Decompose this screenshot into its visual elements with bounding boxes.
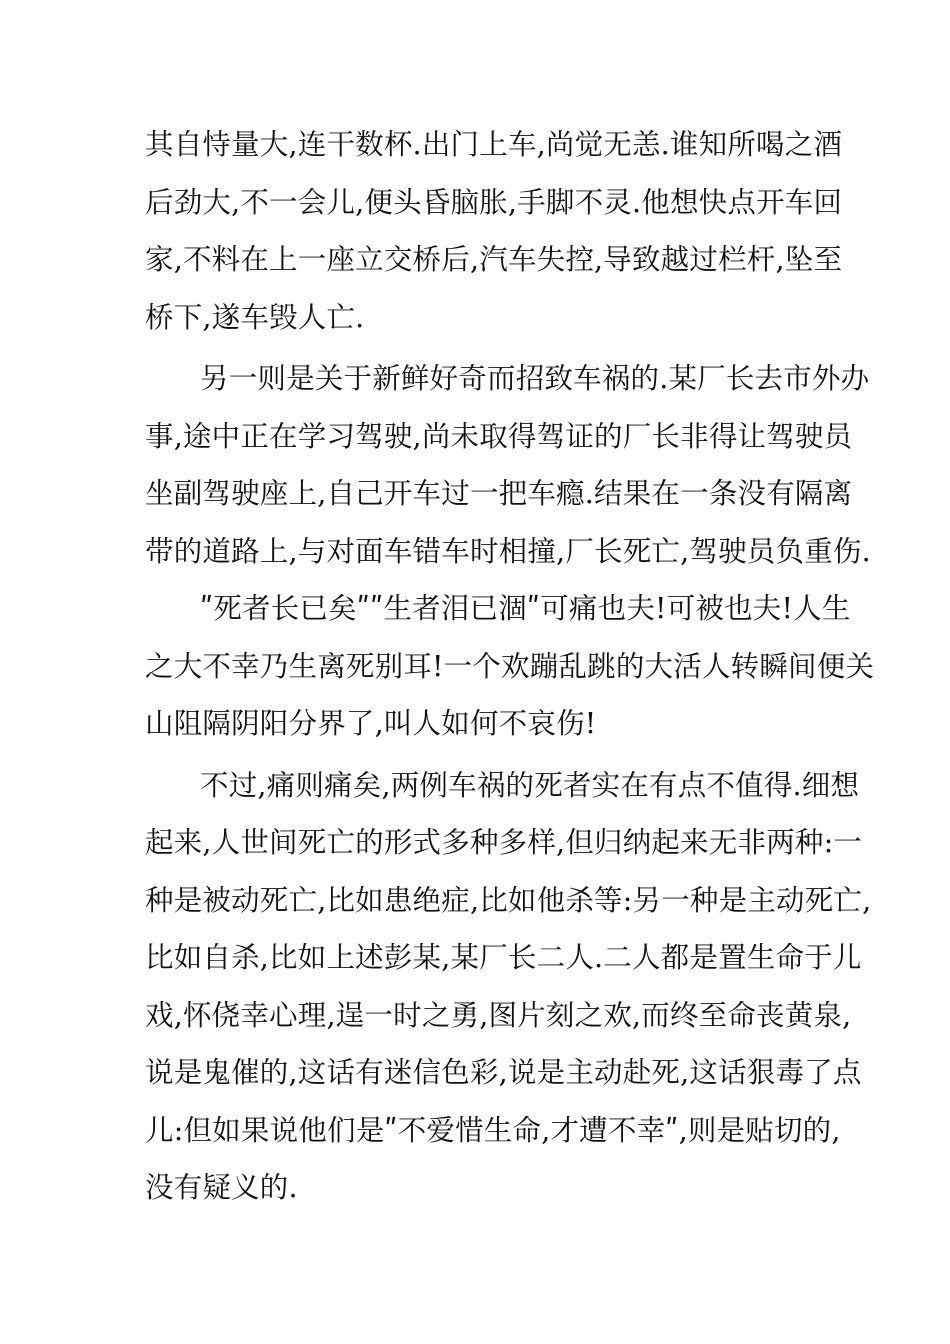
text-line: 儿:但如果说他们是ʺ不爱惜生命,才遭不幸ʺ,则是贴切的, xyxy=(145,1113,841,1147)
paragraph-2 xyxy=(145,350,871,580)
text-line: 种是被动死亡,比如患绝症,比如他杀等:另一种是主动死亡, xyxy=(145,883,872,917)
text-line: 不过,痛则痛矣,两例车祸的死者实在有点不值得.细想 xyxy=(200,768,860,802)
text-line: 另一则是关于新鲜好奇而招致车祸的.某厂长去市外办 xyxy=(200,362,870,395)
paragraph-4 xyxy=(145,757,872,1217)
text-line: 坐副驾驶座上,自己开车过一把车瘾.结果在一条没有隔离 xyxy=(145,477,853,510)
text-line: 山阻隔阴阳分界了,叫人如何不哀伤! xyxy=(145,707,597,740)
text-line: 说是鬼催的,这话有迷信色彩,说是主动赴死,这话狠毒了点 xyxy=(145,1056,862,1089)
paragraph-3 xyxy=(145,580,875,753)
text-line: 后劲大,不一会儿,便头昏脑胀,手脚不灵.他想快点开车回 xyxy=(145,185,843,219)
text-line: 戏,怀侥幸心理,逞一时之勇,图片刻之欢,而终至命丧黄泉, xyxy=(145,998,852,1032)
text-line: 起来,人世间死亡的形式多种多样,但归纳起来无非两种:一 xyxy=(145,826,863,859)
text-line: 家,不料在上一座立交桥后,汽车失控,导致越过栏杆,坠至 xyxy=(145,243,843,276)
text-line: 其自恃量大,连干数杯.出门上车,尚觉无恙.谁知所喝之酒 xyxy=(145,128,843,161)
text-line: 事,途中正在学习驾驶,尚未取得驾证的厂长非得让驾驶员 xyxy=(145,419,853,453)
text-line: 带的道路上,与对面车错车时相撞,厂长死亡,驾驶员负重伤. xyxy=(145,534,871,568)
text-line: 没有疑义的. xyxy=(145,1171,298,1204)
text-line: 之大不幸乃生离死别耳!一个欢蹦乱跳的大活人转瞬间便关 xyxy=(145,649,875,683)
text-line: 比如自杀,比如上述彭某,某厂长二人.二人都是置生命于儿 xyxy=(145,941,862,974)
document-body xyxy=(145,116,875,1217)
text-line: 桥下,遂车毁人亡. xyxy=(145,300,365,334)
paragraph-1 xyxy=(145,116,843,346)
text-line: ʺ死者长已矣ʺʺ生者泪已涸ʺ可痛也夫!可被也夫!人生 xyxy=(200,592,851,625)
